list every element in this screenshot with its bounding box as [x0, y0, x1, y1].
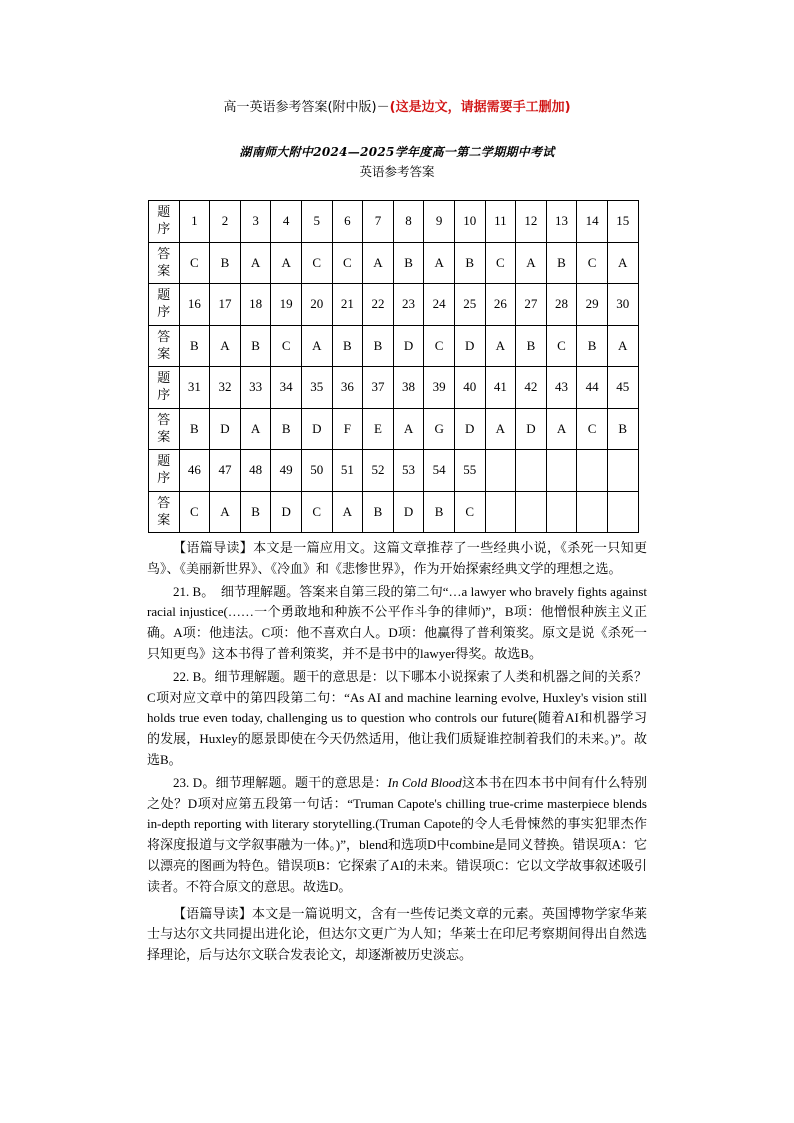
passage-guide-1: 【语篇导读】本文是一篇应用文。这篇文章推荐了一些经典小说，《杀死一只知更鸟》、《美丽新世界》、《冷血》和《悲惨世界》，作为开始探索经典文学的理想之选。 [147, 540, 647, 576]
answer-cell: C [271, 325, 302, 367]
answer-cell: C [301, 242, 332, 284]
question-number-cell: 28 [546, 284, 577, 326]
answer-cell: C [332, 242, 363, 284]
passage-guide-2: 【语篇导读】本文是一篇说明文，含有一些传记类文章的元素。英国博物学家华莱士与达尔文共同提出进化论，但达尔文更广为人知；华莱士在印尼考察期间得出自然选择理论，后与达尔文联合发表论文，却逐渐被历史淡忘。 [147, 905, 647, 963]
question-number-cell: 31 [179, 367, 210, 409]
answer-cell [577, 491, 608, 533]
question-number-cell: 50 [301, 450, 332, 492]
question-number-label [149, 284, 180, 326]
answer-cell [485, 491, 516, 533]
question-number-cell: 49 [271, 450, 302, 492]
question-number-cell: 54 [424, 450, 455, 492]
answer-cell: C [454, 491, 485, 533]
explanation-23-pre: 23. D。细节理解题。题干的意思是： [173, 774, 388, 790]
answer-cell: B [607, 408, 638, 450]
answer-cell: B [363, 325, 394, 367]
question-number-label [149, 450, 180, 492]
question-number-cell: 55 [454, 450, 485, 492]
explanation-21: 21. B。 细节理解题。答案来自第三段的第二句“…a lawyer who bravely fights against racial injustice(……一个勇敢地和种族不公平作斗争的律师)”，B项：他憎恨种族主义正确。A项：他违法。C项：他不喜欢白人。D项：他赢得了普利策奖。原文是说《杀死一只知更鸟》这本书得了普利策奖，并不是书中的lawyer得奖。故选B。 [147, 583, 647, 661]
answer-cell: C [577, 408, 608, 450]
question-number-cell: 39 [424, 367, 455, 409]
question-number-cell: 46 [179, 450, 210, 492]
answer-label [149, 242, 180, 284]
answer-cell: A [240, 408, 271, 450]
question-number-label [149, 201, 180, 243]
question-number-cell: 53 [393, 450, 424, 492]
answer-label-char: 答 [157, 246, 171, 262]
answer-cell: D [454, 408, 485, 450]
answer-cell: B [393, 242, 424, 284]
question-number-cell: 15 [607, 201, 638, 243]
answer-cell [516, 491, 547, 533]
answer-label-char: 案 [157, 346, 171, 362]
question-number-cell: 47 [210, 450, 241, 492]
answer-cell: B [516, 325, 547, 367]
question-number-cell [607, 450, 638, 492]
question-number-cell [485, 450, 516, 492]
question-number-cell: 29 [577, 284, 608, 326]
answer-cell: A [210, 325, 241, 367]
answer-label-char: 答 [157, 412, 171, 428]
answer-label-char: 案 [157, 263, 171, 279]
question-number-cell: 44 [577, 367, 608, 409]
question-number-cell: 16 [179, 284, 210, 326]
answer-cell: A [485, 408, 516, 450]
question-number-cell: 12 [516, 201, 547, 243]
answer-label [149, 325, 180, 367]
question-number-cell: 41 [485, 367, 516, 409]
question-number-cell: 14 [577, 201, 608, 243]
answer-cell: C [546, 325, 577, 367]
answer-cell: D [271, 491, 302, 533]
answer-cell: B [210, 242, 241, 284]
answer-cell: B [240, 325, 271, 367]
answer-cell: B [424, 491, 455, 533]
answer-cell: B [363, 491, 394, 533]
answer-cell: B [577, 325, 608, 367]
question-number-label-char: 题 [157, 454, 171, 470]
question-number-cell: 21 [332, 284, 363, 326]
question-number-row [149, 367, 639, 409]
question-number-label-char: 题 [157, 288, 171, 304]
explanation-23 [147, 773, 647, 898]
answer-cell: A [301, 325, 332, 367]
question-number-cell: 42 [516, 367, 547, 409]
question-number-cell: 1 [179, 201, 210, 243]
question-number-cell [516, 450, 547, 492]
answer-label-char: 案 [157, 512, 171, 528]
question-number-label [149, 367, 180, 409]
question-number-row [149, 201, 639, 243]
answer-cell: B [454, 242, 485, 284]
question-number-cell: 2 [210, 201, 241, 243]
question-number-cell [546, 450, 577, 492]
question-number-cell: 4 [271, 201, 302, 243]
answer-cell: A [240, 242, 271, 284]
answer-cell: D [301, 408, 332, 450]
explanation-23-post: 这本书在四本书中间有什么特别之处？D项对应第五段第一句话：“Truman Capote's chilling true-crime masterpiece blends in-depth reporting with literary storytelling.(Truman Capote的令人毛骨悚然的事实犯罪杰作将深度报道与文学叙事融为一体。)”，blend和选项D中combine是同义替换。错误项A：它以漂亮的图画为特色。错误项B：它探索了AI的未来。错误项C：它以文学故事叙述吸引读者。不符合原文的意思。故选D。 [147, 774, 647, 894]
question-number-label-char: 题 [157, 205, 171, 221]
question-number-cell: 36 [332, 367, 363, 409]
answer-cell: C [485, 242, 516, 284]
question-number-cell: 40 [454, 367, 485, 409]
question-number-label-char: 序 [157, 388, 171, 404]
question-number-cell: 32 [210, 367, 241, 409]
answer-label-char: 答 [157, 329, 171, 345]
answer-cell: B [271, 408, 302, 450]
question-number-row [149, 284, 639, 326]
answer-cell: A [516, 242, 547, 284]
answer-cell: D [454, 325, 485, 367]
answer-cell: D [516, 408, 547, 450]
question-number-label-char: 序 [157, 471, 171, 487]
question-number-cell: 23 [393, 284, 424, 326]
answer-cell [607, 491, 638, 533]
answer-cell: B [332, 325, 363, 367]
answer-cell: E [363, 408, 394, 450]
question-number-cell: 18 [240, 284, 271, 326]
question-number-cell: 19 [271, 284, 302, 326]
answer-cell: C [179, 242, 210, 284]
answer-cell: A [332, 491, 363, 533]
question-number-cell: 37 [363, 367, 394, 409]
question-number-cell: 9 [424, 201, 455, 243]
page-header [0, 96, 794, 115]
answer-cell: A [607, 242, 638, 284]
question-number-cell: 52 [363, 450, 394, 492]
question-number-cell: 24 [424, 284, 455, 326]
explanation-text [147, 538, 647, 968]
answer-cell: A [424, 242, 455, 284]
question-number-row [149, 450, 639, 492]
answer-cell: B [179, 408, 210, 450]
question-number-cell: 27 [516, 284, 547, 326]
answer-cell: B [240, 491, 271, 533]
book-title-in-cold-blood: In Cold Blood [387, 774, 462, 790]
question-number-cell: 6 [332, 201, 363, 243]
answer-row [149, 242, 639, 284]
answer-cell: A [363, 242, 394, 284]
question-number-cell: 43 [546, 367, 577, 409]
question-number-cell: 22 [363, 284, 394, 326]
answer-cell: C [424, 325, 455, 367]
question-number-cell: 5 [301, 201, 332, 243]
question-number-label-char: 题 [157, 371, 171, 387]
answer-label-char: 答 [157, 495, 171, 511]
answer-row [149, 491, 639, 533]
question-number-cell: 7 [363, 201, 394, 243]
question-number-cell [577, 450, 608, 492]
answer-cell: C [577, 242, 608, 284]
answer-cell: D [210, 408, 241, 450]
answer-table [148, 200, 639, 533]
question-number-cell: 48 [240, 450, 271, 492]
question-number-cell: 45 [607, 367, 638, 409]
answer-key-title: 英语参考答案 [359, 164, 435, 179]
answer-label-char: 案 [157, 429, 171, 445]
answer-cell: C [301, 491, 332, 533]
answer-cell: D [393, 325, 424, 367]
answer-cell: F [332, 408, 363, 450]
exam-title: 湖南师大附中2024—2025学年度高一第二学期期中考试 [239, 145, 555, 159]
answer-cell: A [546, 408, 577, 450]
answer-cell: B [546, 242, 577, 284]
question-number-cell: 20 [301, 284, 332, 326]
header-note: (这是边文，请据需要手工删加) [389, 100, 571, 115]
question-number-cell: 10 [454, 201, 485, 243]
answer-cell: D [393, 491, 424, 533]
question-number-cell: 8 [393, 201, 424, 243]
answer-label [149, 491, 180, 533]
question-number-cell: 25 [454, 284, 485, 326]
question-number-cell: 34 [271, 367, 302, 409]
header-title: 高一英语参考答案(附中版)－ [223, 100, 390, 115]
question-number-cell: 11 [485, 201, 516, 243]
question-number-label-char: 序 [157, 305, 171, 321]
answer-cell: A [393, 408, 424, 450]
question-number-cell: 35 [301, 367, 332, 409]
answer-cell: C [179, 491, 210, 533]
answer-cell: B [179, 325, 210, 367]
answer-cell: G [424, 408, 455, 450]
answer-cell [546, 491, 577, 533]
answer-cell: A [271, 242, 302, 284]
question-number-cell: 17 [210, 284, 241, 326]
answer-cell: A [485, 325, 516, 367]
answer-cell: A [210, 491, 241, 533]
question-number-cell: 30 [607, 284, 638, 326]
question-number-cell: 33 [240, 367, 271, 409]
answer-label [149, 408, 180, 450]
answer-cell: A [607, 325, 638, 367]
question-number-cell: 38 [393, 367, 424, 409]
question-number-cell: 51 [332, 450, 363, 492]
answer-row [149, 408, 639, 450]
answer-row [149, 325, 639, 367]
question-number-cell: 3 [240, 201, 271, 243]
explanation-22: 22. B。细节理解题。题干的意思是：以下哪本小说探索了人类和机器之间的关系？C项对应文章中的第四段第二句：“As AI and machine learning evolve, Huxley's vision still holds true even today, challenging us to question who controls our future(随着AI和机器学习的发展，Huxley的愿景即使在今天仍然适用，他让我们质疑谁控制着我们的未来。)”。故选B。 [147, 668, 647, 767]
question-number-label-char: 序 [157, 222, 171, 238]
question-number-cell: 26 [485, 284, 516, 326]
question-number-cell: 13 [546, 201, 577, 243]
